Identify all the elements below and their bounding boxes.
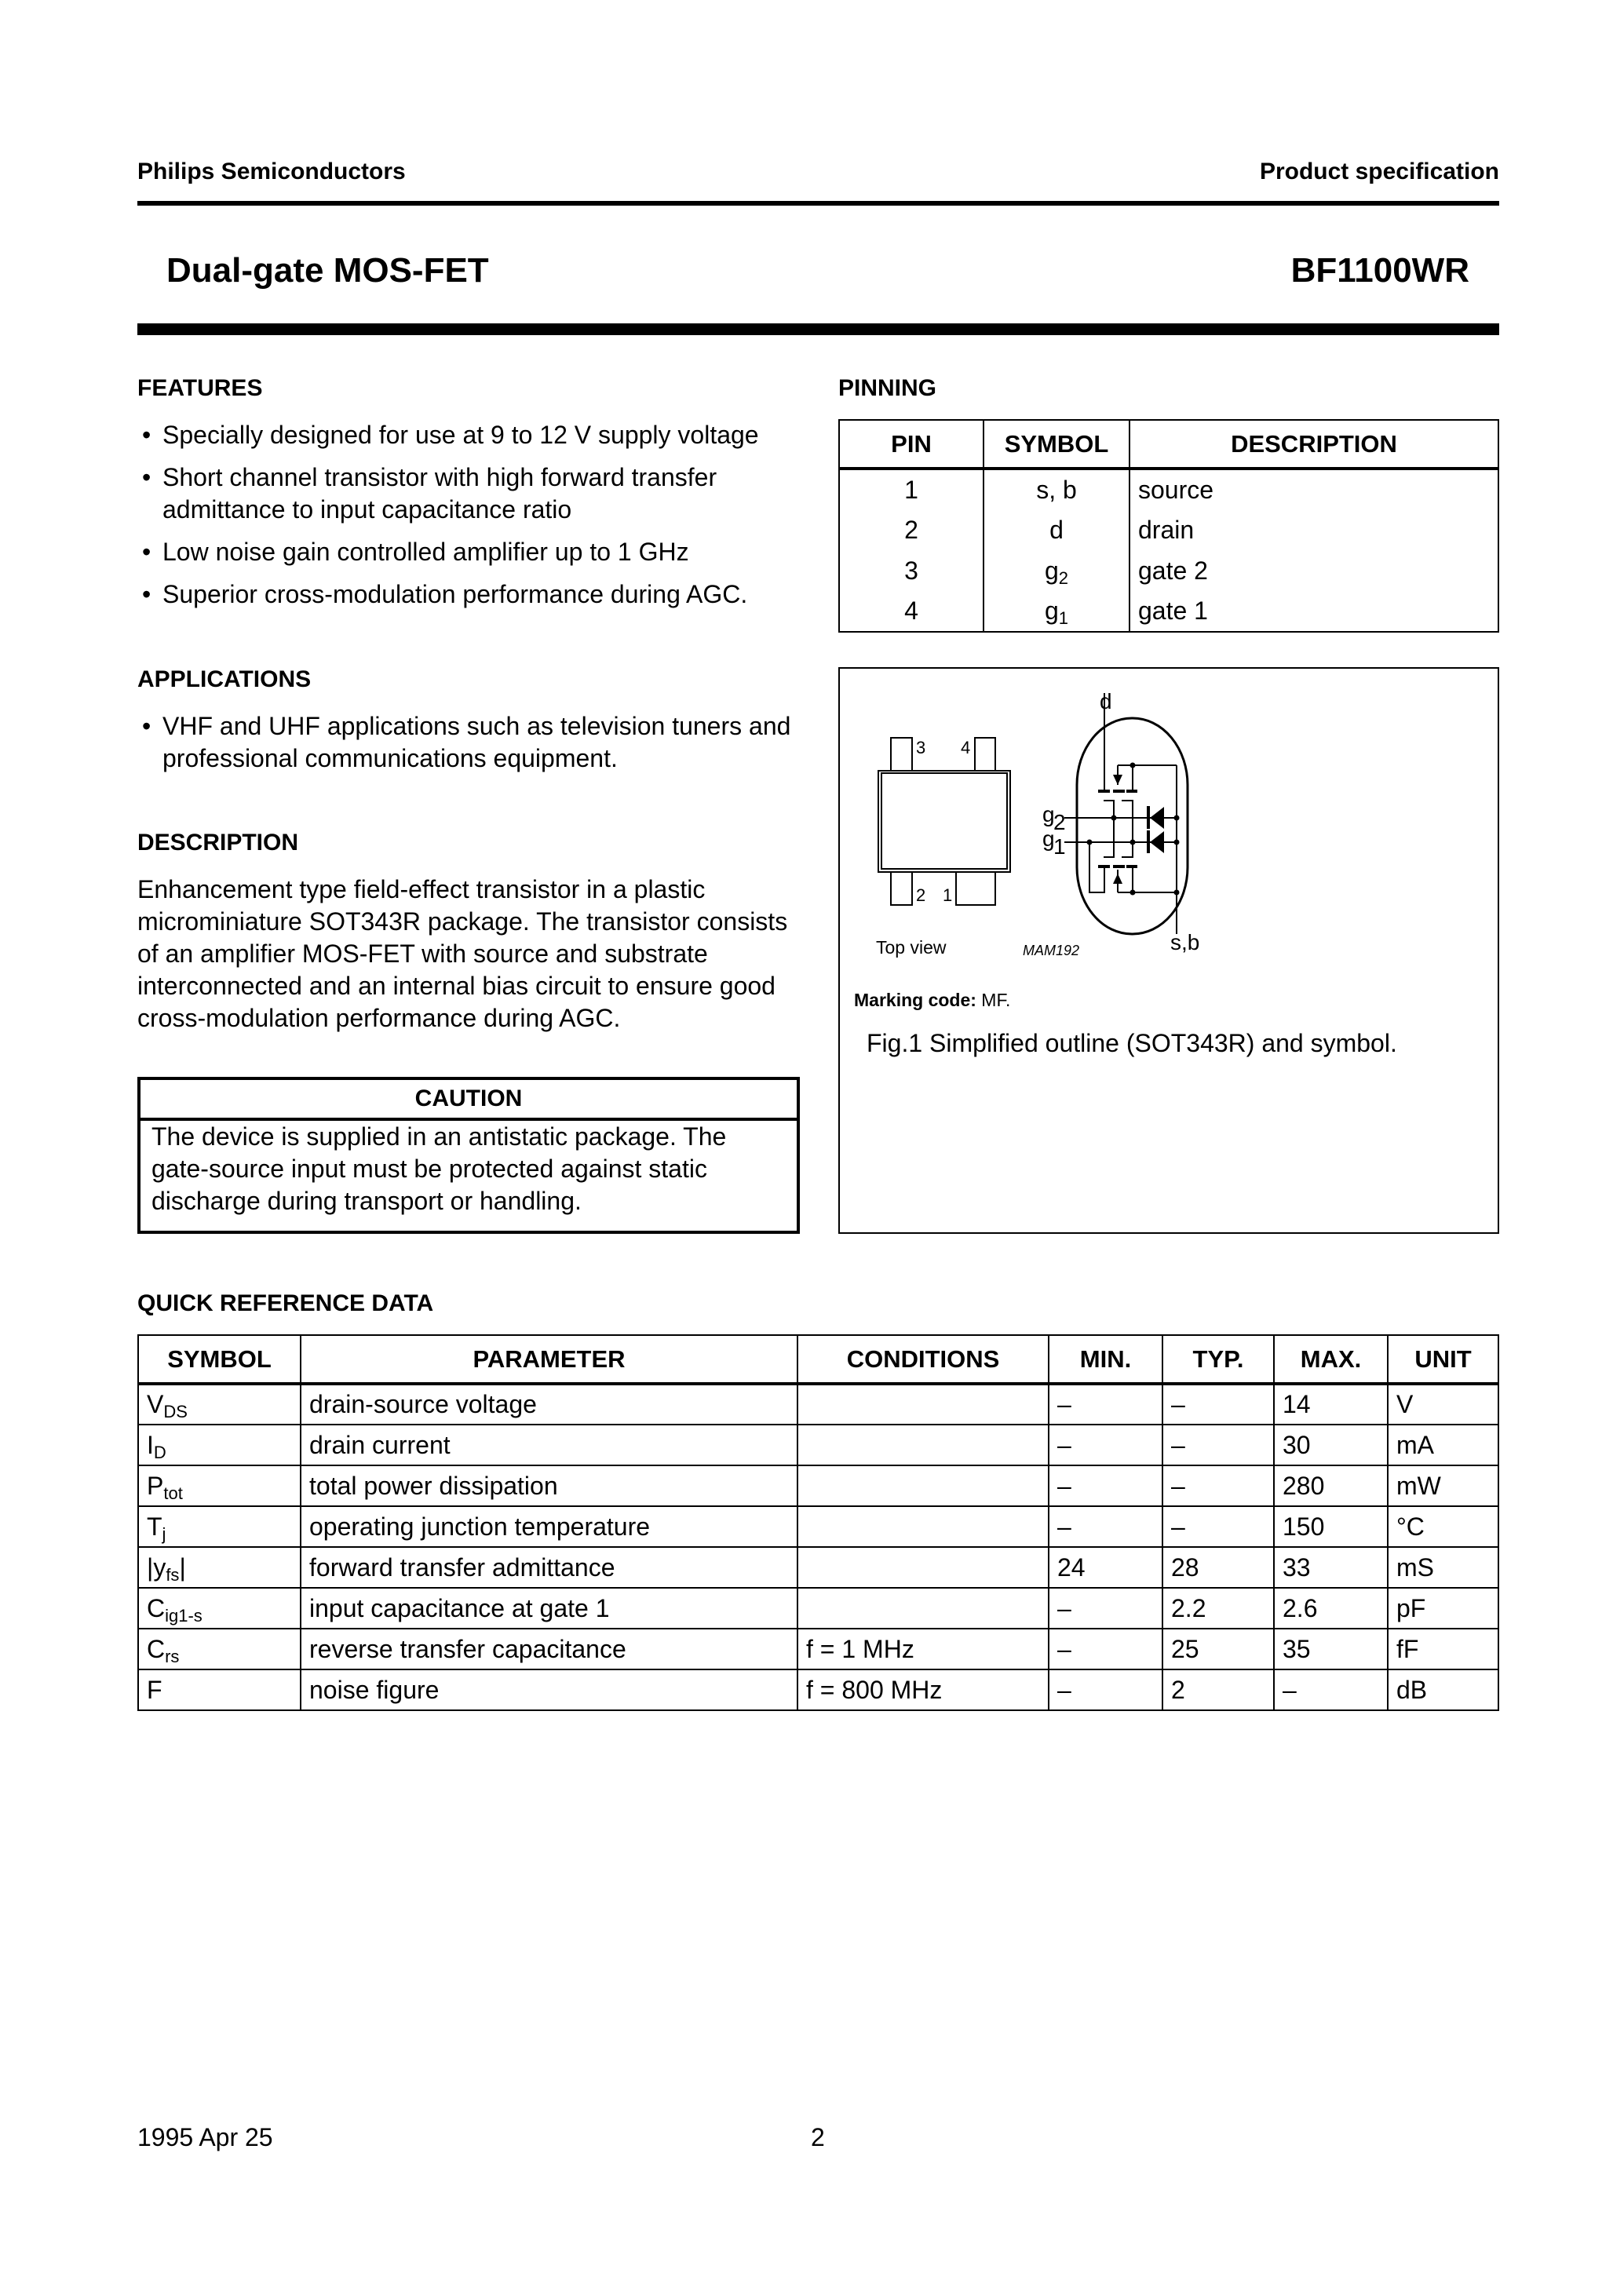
table-row — [138, 1384, 1498, 1425]
figure-ref: MAM192 — [1023, 943, 1080, 958]
max-cell: 2.6 — [1274, 1588, 1388, 1629]
symbol-cell: $T_j$ — [138, 1506, 301, 1547]
list-item: • VHF and UHF applications such as television tuners and professional communications equipment. — [142, 712, 791, 772]
svg-text:g: g — [1042, 802, 1055, 826]
part-number: BF1100WR — [1290, 251, 1469, 290]
col-max: MAX. — [1274, 1335, 1388, 1384]
param-cell: forward transfer admittance — [301, 1547, 797, 1588]
min-cell: 24 — [1049, 1547, 1162, 1588]
table-row: 2 d drain — [839, 509, 1498, 550]
applications-heading: APPLICATIONS — [137, 666, 312, 692]
cond-cell — [797, 1465, 1049, 1506]
caution-text: The device is supplied in an antistatic package. The gate-source input must be protected against static discharge during transport or handling. — [151, 1122, 727, 1215]
pinning-table — [838, 419, 1499, 633]
svg-text:2: 2 — [1053, 810, 1066, 834]
min-cell: – — [1049, 1465, 1162, 1506]
features-heading: FEATURES — [137, 375, 263, 401]
param-cell: reverse transfer capacitance — [301, 1629, 797, 1669]
col-parameter: PARAMETER — [301, 1335, 797, 1384]
unit-cell: V — [1388, 1384, 1498, 1425]
pin-label: 1 — [943, 885, 953, 905]
col-description: DESCRIPTION — [1130, 420, 1498, 469]
qrd-heading: QUICK REFERENCE DATA — [137, 1290, 434, 1316]
unit-cell: pF — [1388, 1588, 1498, 1629]
cond-cell — [797, 1547, 1049, 1588]
cond-cell — [797, 1384, 1049, 1425]
description-heading: DESCRIPTION — [137, 830, 299, 856]
applications-section — [137, 666, 797, 785]
top-view-label: Top view — [876, 937, 947, 958]
svg-text:g: g — [1042, 826, 1055, 851]
features-section — [137, 375, 797, 621]
unit-cell: mA — [1388, 1425, 1498, 1465]
cond-cell — [797, 1506, 1049, 1547]
param-cell: operating junction temperature — [301, 1506, 797, 1547]
unit-cell: mS — [1388, 1547, 1498, 1588]
package-outline — [878, 738, 1010, 905]
caution-box — [137, 1077, 800, 1234]
list-item: • Superior cross-modulation performance during AGC. — [142, 580, 748, 608]
table-row — [138, 1629, 1498, 1669]
symbol-cell: $C_{ig1-s}$ — [138, 1588, 301, 1629]
max-cell: 14 — [1274, 1384, 1388, 1425]
pin-label: 4 — [961, 738, 971, 757]
cond-cell: f = 1 MHz — [797, 1629, 1049, 1669]
max-cell: 30 — [1274, 1425, 1388, 1465]
source-bulk-label: s,b — [1170, 930, 1200, 954]
max-cell: 280 — [1274, 1465, 1388, 1506]
param-cell: drain-source voltage — [301, 1384, 797, 1425]
typ-cell: 2 — [1162, 1669, 1274, 1710]
table-row — [138, 1547, 1498, 1588]
table-row — [138, 1465, 1498, 1506]
param-cell: total power dissipation — [301, 1465, 797, 1506]
symbol-cell: $P_{tot}$ — [138, 1465, 301, 1506]
typ-cell: 28 — [1162, 1547, 1274, 1588]
mosfet-symbol — [1064, 693, 1188, 934]
max-cell: 33 — [1274, 1547, 1388, 1588]
quick-reference-table — [137, 1334, 1499, 1711]
symbol-cell: $|y_{fs}|$ — [138, 1547, 301, 1588]
description-section — [137, 830, 801, 1034]
col-min: MIN. — [1049, 1335, 1162, 1384]
col-typ: TYP. — [1162, 1335, 1274, 1384]
unit-cell: dB — [1388, 1669, 1498, 1710]
table-row: 4 $g_1$ gate 1 — [839, 591, 1498, 632]
figure-caption: Fig.1 Simplified outline (SOT343R) and symbol. — [867, 1029, 1397, 1057]
min-cell: – — [1049, 1629, 1162, 1669]
unit-cell: mW — [1388, 1465, 1498, 1506]
title-rule — [137, 323, 1499, 335]
cond-cell: f = 800 MHz — [797, 1669, 1049, 1710]
unit-cell: °C — [1388, 1506, 1498, 1547]
table-row: 1 s, b source — [839, 469, 1498, 509]
table-row — [138, 1506, 1498, 1547]
description-text: Enhancement type field-effect transistor in a plastic microminiature SOT343R package. The transistor consists of an amplifier MOS-FET with source and substrate interconnected and an internal bias circuit to ensure good cross-modulation performance during AGC. — [137, 875, 788, 1032]
typ-cell: – — [1162, 1425, 1274, 1465]
features-list — [137, 419, 797, 611]
typ-cell: – — [1162, 1384, 1274, 1425]
col-pin: PIN — [839, 420, 984, 469]
pin-label: 2 — [916, 885, 926, 905]
header-rule — [137, 201, 1499, 206]
table-row — [138, 1669, 1498, 1710]
param-cell: input capacitance at gate 1 — [301, 1588, 797, 1629]
footer-date: 1995 Apr 25 — [137, 2123, 273, 2151]
list-item: • Specially designed for use at 9 to 12 V supply voltage — [142, 421, 759, 449]
symbol-cell: F — [138, 1669, 301, 1710]
col-conditions: CONDITIONS — [797, 1335, 1049, 1384]
list-item: • Short channel transistor with high forward transfer admittance to input capacitance ratio — [142, 463, 717, 524]
page-number: 2 — [811, 2123, 825, 2151]
typ-cell: 2.2 — [1162, 1588, 1274, 1629]
applications-list — [137, 710, 797, 775]
marking-code: Marking code: MF. — [854, 990, 1011, 1010]
doc-type: Product specification — [1259, 159, 1499, 184]
param-cell: noise figure — [301, 1669, 797, 1710]
col-unit: UNIT — [1388, 1335, 1498, 1384]
max-cell: 35 — [1274, 1629, 1388, 1669]
package-outline-and-symbol — [837, 667, 1496, 1232]
table-row: 3 $g_2$ gate 2 — [839, 550, 1498, 591]
min-cell: – — [1049, 1588, 1162, 1629]
cond-cell — [797, 1425, 1049, 1465]
company-name: Philips Semiconductors — [137, 159, 406, 184]
drain-label: d — [1100, 689, 1112, 713]
min-cell: – — [1049, 1669, 1162, 1710]
list-item: • Low noise gain controlled amplifier up to 1 GHz — [142, 538, 689, 566]
pinning-heading: PINNING — [838, 375, 937, 401]
max-cell: – — [1274, 1669, 1388, 1710]
min-cell: – — [1049, 1425, 1162, 1465]
col-symbol: SYMBOL — [984, 420, 1130, 469]
typ-cell: – — [1162, 1465, 1274, 1506]
page-title: Dual-gate MOS-FET — [166, 251, 489, 290]
typ-cell: 25 — [1162, 1629, 1274, 1669]
cond-cell — [797, 1588, 1049, 1629]
symbol-cell: $I_D$ — [138, 1425, 301, 1465]
typ-cell: – — [1162, 1506, 1274, 1547]
min-cell: – — [1049, 1384, 1162, 1425]
symbol-cell: $C_{rs}$ — [138, 1629, 301, 1669]
table-row — [138, 1425, 1498, 1465]
table-row — [138, 1588, 1498, 1629]
svg-text:1: 1 — [1053, 834, 1066, 859]
max-cell: 150 — [1274, 1506, 1388, 1547]
col-symbol: SYMBOL — [138, 1335, 301, 1384]
symbol-cell: $V_{DS}$ — [138, 1384, 301, 1425]
caution-heading: CAUTION — [141, 1080, 797, 1121]
min-cell: – — [1049, 1506, 1162, 1547]
unit-cell: fF — [1388, 1629, 1498, 1669]
pin-label: 3 — [916, 738, 926, 757]
param-cell: drain current — [301, 1425, 797, 1465]
